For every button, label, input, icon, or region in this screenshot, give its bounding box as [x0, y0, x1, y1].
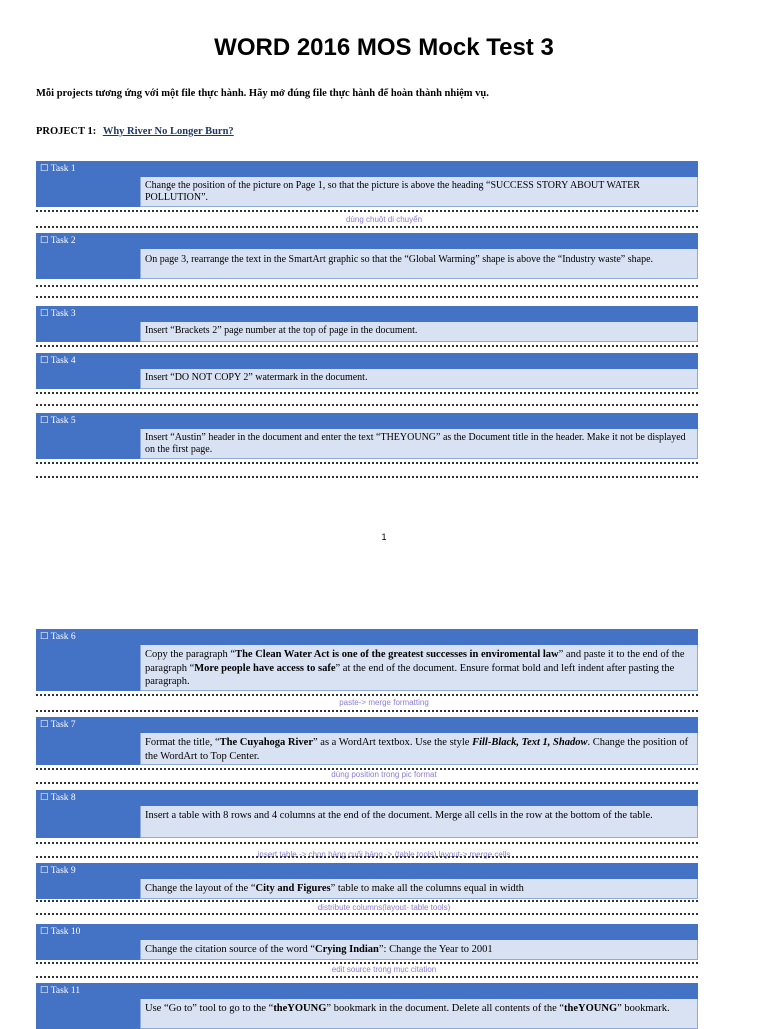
task-description: Change the position of the picture on Page 1, so that the picture is above the heading “SUCCESS STORY ABOUT WATER POLLUTION”.: [140, 177, 698, 207]
answer-line: [36, 210, 698, 212]
checkbox-icon: ☐: [40, 866, 49, 876]
answer-line: [36, 782, 698, 784]
checkbox-icon: ☐: [40, 416, 49, 426]
task-note: dùng chuột di chuyển: [345, 215, 423, 224]
answer-line: [36, 462, 698, 464]
task-block-6: [36, 629, 698, 691]
task-label: Task 3: [50, 309, 76, 319]
checkbox-icon: ☐: [40, 164, 49, 174]
task-block-7: [36, 717, 698, 765]
project-heading: [36, 126, 234, 137]
checkbox-icon: ☐: [40, 720, 49, 730]
task-description: Use “Go to” tool to go to the “theYOUNG” bookmark in the document. Delete all contents of the “theYOUNG” bookmark.: [140, 999, 698, 1029]
task-note: distribute columns(layout- table tools): [317, 903, 451, 912]
task-label: Task 10: [50, 927, 81, 937]
answer-line: [36, 710, 698, 712]
answer-line: [36, 226, 698, 228]
task-note: paste-> merge formatting: [339, 698, 429, 707]
task-description: Insert “Brackets 2” page number at the top of page in the document.: [140, 322, 698, 342]
task-label: Task 6: [50, 632, 76, 642]
checkbox-icon: ☐: [40, 986, 49, 996]
task-description: Change the layout of the “City and Figures” table to make all the columns equal in width: [140, 879, 698, 899]
answer-line: [36, 296, 698, 298]
checkbox-icon: ☐: [40, 927, 49, 937]
answer-line: [36, 404, 698, 406]
task-label: Task 4: [50, 356, 76, 366]
intro-text: Mỗi projects tương ứng với một file thực hành. Hãy mở đúng file thực hành để hoàn thành nhiệm vụ.: [36, 88, 489, 99]
task-label: Task 1: [50, 164, 76, 174]
checkbox-icon: ☐: [40, 236, 49, 246]
task-description: Format the title, “The Cuyahoga River” as a WordArt textbox. Use the style Fill-Black, Text 1, Shadow. Change the position of the WordArt to Top Center.: [140, 733, 698, 765]
checkbox-icon: ☐: [40, 632, 49, 642]
task-description: On page 3, rearrange the text in the SmartArt graphic so that the “Global Warming” shape is above the “Industry waste” shape.: [140, 249, 698, 279]
task-block-11: [36, 983, 698, 1029]
task-label: Task 8: [50, 793, 76, 803]
project-title: Why River No Longer Burn?: [102, 126, 234, 137]
task-label: Task 7: [50, 720, 76, 730]
task-label: Task 2: [50, 236, 76, 246]
task-block-10: [36, 924, 698, 960]
task-block-4: [36, 353, 698, 389]
answer-line: [36, 913, 698, 915]
task-block-1: [36, 161, 698, 207]
task-label: Task 5: [50, 416, 76, 426]
answer-line: [36, 392, 698, 394]
answer-line: [36, 285, 698, 287]
task-note: insert table -> chọn hàng cuối bảng -> (table tools) layout-> merge cells: [257, 850, 511, 859]
task-block-5: [36, 413, 698, 459]
task-description: Insert a table with 8 rows and 4 columns at the end of the document. Merge all cells in the row at the bottom of the table.: [140, 806, 698, 838]
task-label: Task 11: [50, 986, 81, 996]
task-block-8: [36, 790, 698, 838]
task-note: dùng position trong pic format: [331, 770, 437, 779]
answer-line: [36, 976, 698, 978]
task-block-9: [36, 863, 698, 899]
task-description: Change the citation source of the word “Crying Indian”: Change the Year to 2001: [140, 940, 698, 960]
checkbox-icon: ☐: [40, 309, 49, 319]
task-description: Copy the paragraph “The Clean Water Act is one of the greatest successes in enviromental law” and paste it to the end of the paragraph “More people have access to safe” at the end of the document. Ensure format bold and left indent after pasting the paragraph.: [140, 645, 698, 691]
checkbox-icon: ☐: [40, 356, 49, 366]
answer-line: [36, 900, 698, 902]
task-note: edit source trong mục citation: [331, 965, 437, 974]
page-number: 1: [381, 532, 387, 542]
answer-line: [36, 842, 698, 844]
answer-line: [36, 962, 698, 964]
document-title: WORD 2016 MOS Mock Test 3: [214, 34, 554, 61]
task-description: Insert “DO NOT COPY 2” watermark in the document.: [140, 369, 698, 389]
task-description: Insert “Austin” header in the document and enter the text “THEYOUNG” as the Document title in the header. Make it not be displayed on the first page.: [140, 429, 698, 459]
answer-line: [36, 694, 698, 696]
task-block-3: [36, 306, 698, 342]
task-block-2: [36, 233, 698, 279]
checkbox-icon: ☐: [40, 793, 49, 803]
answer-line: [36, 856, 698, 858]
answer-line: [36, 476, 698, 478]
task-label: Task 9: [50, 866, 76, 876]
answer-line: [36, 345, 698, 347]
project-label: PROJECT 1:: [36, 126, 97, 137]
